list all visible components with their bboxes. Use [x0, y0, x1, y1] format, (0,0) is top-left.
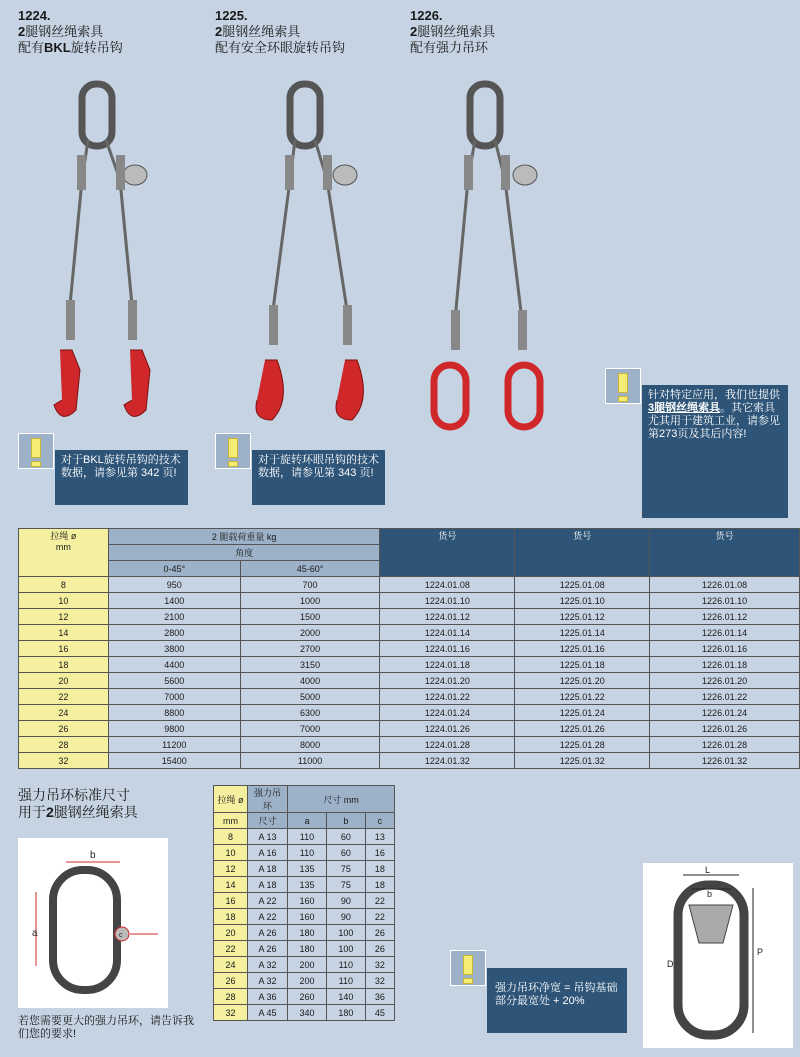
load-value: 3150: [240, 657, 380, 673]
table-row: [214, 893, 395, 909]
product-line1: 2腿钢丝绳索具: [410, 24, 496, 39]
product-1226: [410, 8, 580, 56]
dimension-value: 100: [326, 925, 365, 941]
table-row: [19, 577, 800, 593]
rope-diameter: 18: [19, 657, 109, 673]
load-value: 700: [240, 577, 380, 593]
product-code: 1225.: [215, 8, 248, 23]
item-number: 1226.01.10: [650, 593, 800, 609]
header-item-1225: 货号: [515, 529, 650, 577]
warning-icon: [215, 433, 251, 469]
item-number: 1226.01.08: [650, 577, 800, 593]
note-link-width: 强力吊环净宽 = 吊钩基础部分最宽处 + 20%: [487, 968, 627, 1033]
link-dimension-diagram: [643, 863, 793, 1048]
item-number: 1225.01.08: [515, 577, 650, 593]
item-number: 1224.01.16: [380, 641, 515, 657]
master-link-diagram: [18, 838, 168, 1008]
rope-diameter: 24: [214, 957, 248, 973]
rope-diameter: 22: [214, 941, 248, 957]
sling-master-link-illustration: [430, 80, 550, 440]
item-number: 1224.01.08: [380, 577, 515, 593]
header-item-1226: 货号: [650, 529, 800, 577]
table-row: [214, 909, 395, 925]
link-size: A 22: [248, 893, 288, 909]
item-number: 1226.01.32: [650, 753, 800, 769]
table-row: [214, 861, 395, 877]
dimension-value: 110: [288, 845, 327, 861]
rope-diameter: 28: [19, 737, 109, 753]
dim-label-a: a: [32, 928, 38, 939]
dimension-value: 200: [288, 973, 327, 989]
dimension-value: 260: [288, 989, 327, 1005]
item-number: 1224.01.14: [380, 625, 515, 641]
link-size: A 26: [248, 941, 288, 957]
warning-icon: [450, 950, 486, 986]
sling-bkl-hook-illustration: [40, 80, 180, 440]
dim-header-size: 尺寸: [248, 813, 288, 829]
rope-diameter: 14: [214, 877, 248, 893]
dimension-value: 75: [326, 877, 365, 893]
sling-swivel-hook-illustration: [235, 80, 375, 440]
table-row: [214, 925, 395, 941]
load-value: 3800: [108, 641, 240, 657]
rope-diameter: 16: [214, 893, 248, 909]
rope-diameter: 26: [214, 973, 248, 989]
link-size: A 22: [248, 909, 288, 925]
link-size: A 36: [248, 989, 288, 1005]
dimension-value: 110: [288, 829, 327, 845]
item-number: 1225.01.18: [515, 657, 650, 673]
table-row: [214, 877, 395, 893]
product-code: 1226.: [410, 8, 443, 23]
item-number: 1225.01.24: [515, 705, 650, 721]
note-swivel-hook: 对于旋转环眼吊钩的技术数据，请参见第 343 页!: [252, 450, 385, 505]
rope-diameter: 8: [19, 577, 109, 593]
table-row: [19, 593, 800, 609]
link-size: A 16: [248, 845, 288, 861]
header-rope: 拉绳 ø mm: [19, 529, 109, 577]
rope-diameter: 20: [19, 673, 109, 689]
load-value: 2700: [240, 641, 380, 657]
dim-label-b: b: [90, 850, 96, 861]
dimension-value: 180: [288, 925, 327, 941]
dim-label-b2: b: [707, 889, 713, 899]
note-3-leg: 针对特定应用，我们也提供3腿钢丝绳索具。其它索具尤其用于建筑工业，请参见第273页及其后内容!: [642, 385, 788, 518]
dimension-value: 18: [365, 861, 394, 877]
dimension-value: 110: [326, 973, 365, 989]
rope-diameter: 10: [214, 845, 248, 861]
link-size: A 45: [248, 1005, 288, 1021]
item-number: 1226.01.12: [650, 609, 800, 625]
dimension-table: [213, 785, 395, 1021]
table-row: [214, 957, 395, 973]
item-number: 1224.01.26: [380, 721, 515, 737]
dim-label-c: c: [119, 932, 123, 939]
dimension-value: 22: [365, 893, 394, 909]
load-value: 7000: [108, 689, 240, 705]
dimension-value: 90: [326, 893, 365, 909]
dimension-value: 100: [326, 941, 365, 957]
table-row: [214, 941, 395, 957]
dim-header-a: a: [288, 813, 327, 829]
dimension-value: 200: [288, 957, 327, 973]
table-row: [19, 673, 800, 689]
header-angle-2: 45-60°: [240, 561, 380, 577]
load-value: 7000: [240, 721, 380, 737]
item-number: 1226.01.24: [650, 705, 800, 721]
table-row: [19, 705, 800, 721]
load-value: 2800: [108, 625, 240, 641]
dim-label-L: L: [705, 865, 711, 875]
item-number: 1226.01.22: [650, 689, 800, 705]
rope-diameter: 32: [19, 753, 109, 769]
rope-diameter: 18: [214, 909, 248, 925]
dim-label-D: D: [667, 959, 674, 969]
table-row: [214, 989, 395, 1005]
rope-diameter: 12: [19, 609, 109, 625]
table-row: [19, 737, 800, 753]
item-number: 1224.01.24: [380, 705, 515, 721]
dimension-value: 180: [288, 941, 327, 957]
item-number: 1226.01.16: [650, 641, 800, 657]
dim-header-link: 强力吊环: [248, 786, 288, 813]
rope-diameter: 26: [19, 721, 109, 737]
dimension-value: 90: [326, 909, 365, 925]
dimension-value: 26: [365, 925, 394, 941]
rope-diameter: 16: [19, 641, 109, 657]
dimension-value: 75: [326, 861, 365, 877]
load-value: 1000: [240, 593, 380, 609]
load-value: 2000: [240, 625, 380, 641]
item-number: 1224.01.22: [380, 689, 515, 705]
load-value: 1400: [108, 593, 240, 609]
load-value: 11200: [108, 737, 240, 753]
product-line2: 配有安全环眼旋转吊钩: [215, 40, 346, 55]
item-number: 1225.01.20: [515, 673, 650, 689]
item-number: 1225.01.12: [515, 609, 650, 625]
table-row: [19, 625, 800, 641]
item-number: 1226.01.28: [650, 737, 800, 753]
table-row: [19, 721, 800, 737]
header-item-1224: 货号: [380, 529, 515, 577]
section-title: 强力吊环标准尺寸 用于2腿钢丝绳索具: [18, 787, 138, 820]
item-number: 1224.01.32: [380, 753, 515, 769]
dimension-value: 160: [288, 909, 327, 925]
dim-header-rope: 拉绳 ø: [214, 786, 248, 813]
table-row: [19, 641, 800, 657]
dimension-value: 45: [365, 1005, 394, 1021]
table-row: [214, 829, 395, 845]
load-value: 2100: [108, 609, 240, 625]
dimension-value: 60: [326, 845, 365, 861]
item-number: 1226.01.18: [650, 657, 800, 673]
link-size: A 32: [248, 973, 288, 989]
load-value: 6300: [240, 705, 380, 721]
dimension-value: 16: [365, 845, 394, 861]
item-number: 1224.01.10: [380, 593, 515, 609]
table-row: [214, 973, 395, 989]
dimension-value: 110: [326, 957, 365, 973]
dim-header-mm: mm: [214, 813, 248, 829]
item-number: 1224.01.18: [380, 657, 515, 673]
table-row: [19, 609, 800, 625]
dimension-value: 22: [365, 909, 394, 925]
rope-diameter: 28: [214, 989, 248, 1005]
dimension-value: 32: [365, 973, 394, 989]
item-number: 1225.01.26: [515, 721, 650, 737]
product-1225: [215, 8, 385, 56]
table-row: [19, 753, 800, 769]
dim-header-c: c: [365, 813, 394, 829]
warning-icon: [18, 433, 54, 469]
item-number: 1224.01.20: [380, 673, 515, 689]
dimension-value: 140: [326, 989, 365, 1005]
link-size: A 32: [248, 957, 288, 973]
dimension-value: 180: [326, 1005, 365, 1021]
rope-diameter: 14: [19, 625, 109, 641]
item-number: 1225.01.22: [515, 689, 650, 705]
rope-diameter: 20: [214, 925, 248, 941]
item-number: 1226.01.14: [650, 625, 800, 641]
dim-header-dims: 尺寸 mm: [288, 786, 395, 813]
product-code: 1224.: [18, 8, 51, 23]
item-number: 1225.01.14: [515, 625, 650, 641]
product-line1: 2腿钢丝绳索具: [18, 24, 104, 39]
load-value: 11000: [240, 753, 380, 769]
product-1224: [18, 8, 188, 56]
load-value: 8800: [108, 705, 240, 721]
load-value: 9800: [108, 721, 240, 737]
load-value: 1500: [240, 609, 380, 625]
link-size: A 26: [248, 925, 288, 941]
rope-diameter: 22: [19, 689, 109, 705]
item-number: 1225.01.16: [515, 641, 650, 657]
table-row: [214, 1005, 395, 1021]
item-number: 1226.01.20: [650, 673, 800, 689]
item-number: 1225.01.28: [515, 737, 650, 753]
product-line1: 2腿钢丝绳索具: [215, 24, 301, 39]
dimension-value: 60: [326, 829, 365, 845]
link-size: A 18: [248, 861, 288, 877]
load-value: 5600: [108, 673, 240, 689]
load-value: 5000: [240, 689, 380, 705]
load-value: 4400: [108, 657, 240, 673]
table-row: [214, 845, 395, 861]
link-size: A 18: [248, 877, 288, 893]
item-number: 1225.01.10: [515, 593, 650, 609]
item-number: 1224.01.28: [380, 737, 515, 753]
load-table: [18, 528, 800, 769]
header-angle-1: 0-45°: [108, 561, 240, 577]
note-bkl-hook: 对于BKL旋转吊钩的技术数据，请参见第 342 页!: [55, 450, 188, 505]
link-size: A 13: [248, 829, 288, 845]
dimension-value: 18: [365, 877, 394, 893]
dimension-value: 36: [365, 989, 394, 1005]
rope-diameter: 12: [214, 861, 248, 877]
header-load: 2 腿载荷重量 kg: [108, 529, 380, 545]
load-value: 15400: [108, 753, 240, 769]
dimension-value: 135: [288, 861, 327, 877]
table-row: [19, 689, 800, 705]
product-line2: 配有BKL旋转吊钩: [18, 40, 123, 55]
load-value: 8000: [240, 737, 380, 753]
load-value: 950: [108, 577, 240, 593]
dimension-value: 26: [365, 941, 394, 957]
rope-diameter: 24: [19, 705, 109, 721]
dimension-value: 13: [365, 829, 394, 845]
dimension-value: 340: [288, 1005, 327, 1021]
rope-diameter: 32: [214, 1005, 248, 1021]
header-angle: 角度: [108, 545, 380, 561]
rope-diameter: 10: [19, 593, 109, 609]
load-value: 4000: [240, 673, 380, 689]
rope-diameter: 8: [214, 829, 248, 845]
item-number: 1226.01.26: [650, 721, 800, 737]
footer-note: 若您需要更大的强力吊环，请告诉我们您的要求!: [18, 1015, 194, 1040]
dim-header-b: b: [326, 813, 365, 829]
item-number: 1225.01.32: [515, 753, 650, 769]
dimension-value: 32: [365, 957, 394, 973]
dimension-value: 135: [288, 877, 327, 893]
item-number: 1224.01.12: [380, 609, 515, 625]
dim-label-P: P: [757, 947, 764, 957]
table-row: [19, 657, 800, 673]
product-line2: 配有强力吊环: [410, 40, 489, 55]
warning-icon: [605, 368, 641, 404]
dimension-value: 160: [288, 893, 327, 909]
